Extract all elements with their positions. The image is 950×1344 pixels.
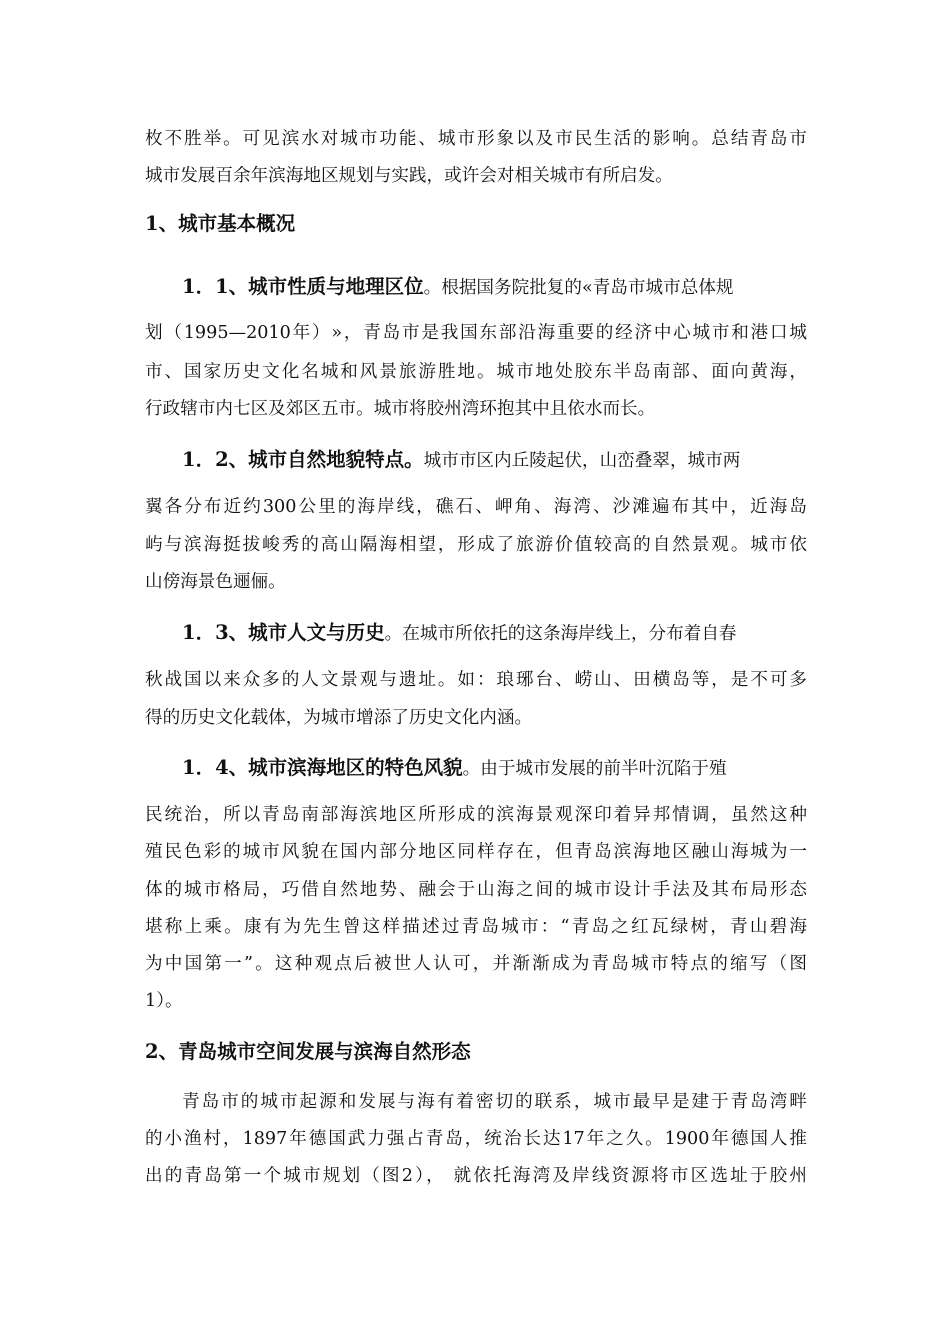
body-text-line: 得的历史文化载体，为城市增添了历史文化内涵。 <box>145 708 533 728</box>
subsection-line <box>182 753 807 783</box>
subsection-lead: 。在城市所依托的这条海岸线上，分布着自春 <box>384 624 737 644</box>
body-text-line: 的小渔村，1897年德国武力强占青岛，统治长达17年之久。1900年德国人推 <box>145 1129 807 1149</box>
body-text-line: 青岛市的城市起源和发展与海有着密切的联系，城市最早是建于青岛湾畔 <box>182 1092 807 1112</box>
subsection-lead: 。根据国务院批复的«青岛市城市总体规 <box>423 278 734 298</box>
body-text-line: 为中国第一”。这种观点后被世人认可，并渐渐成为青岛城市特点的缩写（图 <box>145 954 807 974</box>
body-text-line: 划（1995—2010年）»，青岛市是我国东部沿海重要的经济中心城市和港口城 <box>145 323 807 343</box>
body-text-line: 1）。 <box>145 991 183 1011</box>
body-text-line: 出的青岛第一个城市规划（图2）， 就依托海湾及岸线资源将市区选址于胶州 <box>145 1166 807 1186</box>
body-text-line: 秋战国以来众多的人文景观与遗址。如：琅琊台、崂山、田横岛等，是不可多 <box>145 670 807 690</box>
section-heading: 1、城市基本概况 <box>145 212 296 235</box>
subsection-title: 1．1、城市性质与地理区位 <box>182 275 424 298</box>
body-text-line: 山傍海景色逦俪。 <box>145 572 286 592</box>
body-text-line: 屿与滨海挺拔峻秀的高山隔海相望，形成了旅游价值较高的自然景观。城市依 <box>145 535 807 555</box>
subsection-title: 1．3、城市人文与历史 <box>182 621 385 644</box>
body-text-line: 体的城市格局，巧借自然地势、融会于山海之间的城市设计手法及其布局形态 <box>145 880 807 900</box>
body-text-line: 市、国家历史文化名城和风景旅游胜地。城市地处胶东半岛南部、面向黄海， <box>145 362 807 382</box>
body-text-line: 城市发展百余年滨海地区规划与实践，或许会对相关城市有所启发。 <box>145 166 673 186</box>
subsection-title: 1．2、城市自然地貌特点。 <box>182 448 424 471</box>
subsection-line <box>182 272 807 302</box>
subsection-title: 1．4、城市滨海地区的特色风貌 <box>182 756 463 779</box>
body-text-line: 翼各分布近约300公里的海岸线，礁石、岬角、海湾、沙滩遍布其中，近海岛 <box>145 497 807 517</box>
subsection-line <box>182 445 807 475</box>
subsection-lead: 城市市区内丘陵起伏，山峦叠翠，城市两 <box>423 451 741 471</box>
section-heading: 2、青岛城市空间发展与滨海自然形态 <box>145 1040 471 1063</box>
subsection-line <box>182 618 807 648</box>
subsection-lead: 。由于城市发展的前半叶沉陷于殖 <box>462 759 727 779</box>
body-text-line: 民统治，所以青岛南部海滨地区所形成的滨海景观深印着异邦情调，虽然这种 <box>145 805 807 825</box>
body-text-line: 行政辖市内七区及郊区五市。城市将胶州湾环抱其中且依水而长。 <box>145 399 656 419</box>
body-text-line: 殖民色彩的城市风貌在国内部分地区同样存在，但青岛滨海地区融山海城为一 <box>145 842 807 862</box>
body-text-line: 枚不胜举。可见滨水对城市功能、城市形象以及市民生活的影响。总结青岛市 <box>145 129 807 149</box>
body-text-line: 堪称上乘。康有为先生曾这样描述过青岛城市：“青岛之红瓦绿树，青山碧海 <box>145 917 807 937</box>
